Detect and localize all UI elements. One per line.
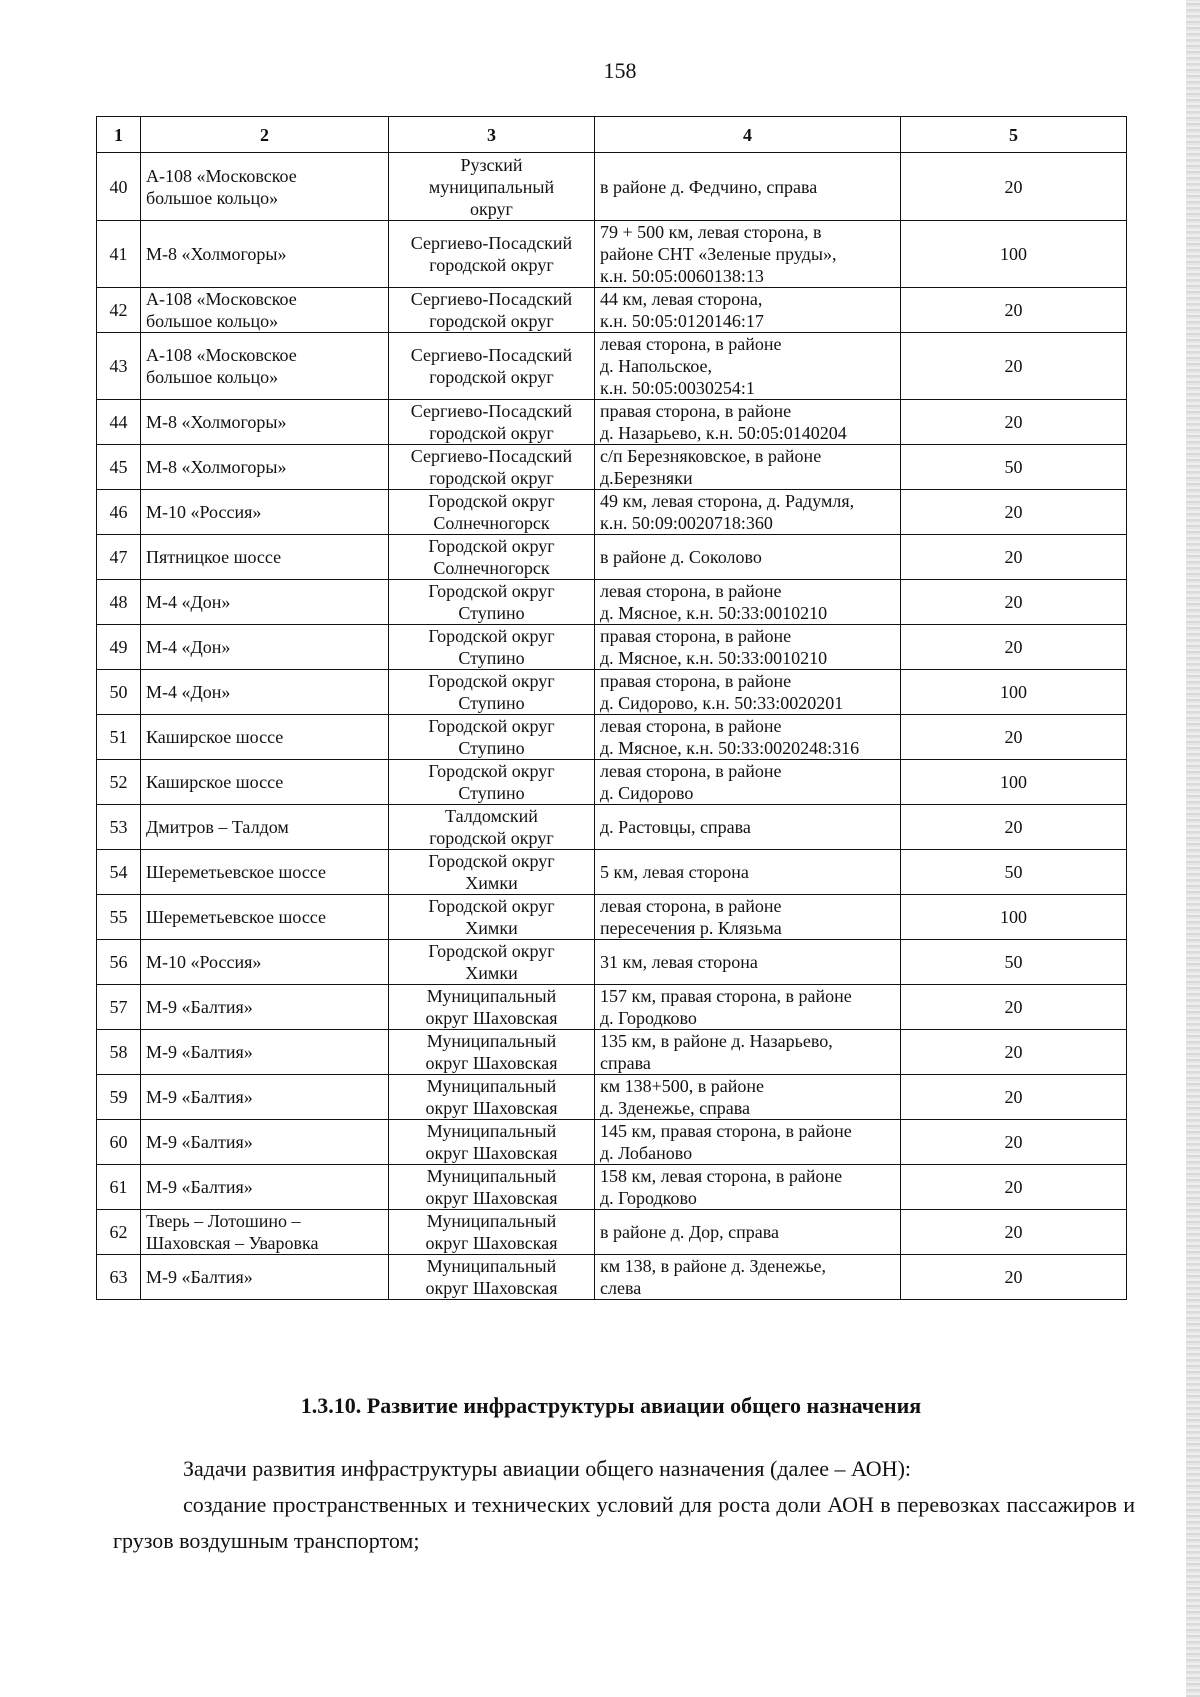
column-header: 2 (141, 117, 389, 153)
road-name-cell (141, 333, 389, 400)
paragraph: создание пространственных и технических условий для роста доли АОН в перевозках пассажиров и грузов воздушным транспортом; (113, 1492, 1135, 1553)
row-number-cell (97, 1165, 141, 1210)
district-name-cell (389, 805, 595, 850)
value-cell: 100 (1000, 682, 1027, 702)
district-name: Сергиево-Посадский городской округ (410, 446, 573, 488)
district-name-cell (389, 400, 595, 445)
row-number-cell (97, 760, 141, 805)
row-number: 56 (109, 952, 128, 972)
road-name-cell (141, 400, 389, 445)
value-cell-cell (901, 670, 1127, 715)
value-cell-cell (901, 1120, 1127, 1165)
row-number: 57 (109, 997, 128, 1017)
table-row (97, 985, 1127, 1030)
location-description-cell (595, 1075, 901, 1120)
location-description: км 138, в районе д. Зденежье, слева (600, 1256, 827, 1298)
table-row (97, 1255, 1127, 1300)
row-number: 60 (109, 1132, 128, 1152)
row-number: 41 (109, 244, 128, 264)
road-name-cell (141, 715, 389, 760)
district-name-cell (389, 670, 595, 715)
table-row (97, 445, 1127, 490)
location-description: левая сторона, в районе д. Мясное, к.н. 50:33:0020248:316 (600, 716, 860, 758)
table-row (97, 400, 1127, 445)
district-name-cell (389, 445, 595, 490)
district-name: Муниципальный округ Шаховская (425, 1211, 558, 1253)
district-name: Городской округ Солнечногорск (428, 536, 555, 578)
table-row (97, 670, 1127, 715)
location-description-cell (595, 288, 901, 333)
value-cell-cell (901, 490, 1127, 535)
value-cell-cell (901, 715, 1127, 760)
table-row (97, 535, 1127, 580)
district-name: Сергиево-Посадский городской округ (410, 233, 573, 275)
road-name-cell (141, 445, 389, 490)
value-cell-cell (901, 400, 1127, 445)
row-number: 43 (109, 356, 128, 376)
value-cell: 20 (1004, 1132, 1023, 1152)
value-cell-cell (901, 1075, 1127, 1120)
district-name-cell (389, 1120, 595, 1165)
row-number-cell (97, 1120, 141, 1165)
section-heading: 1.3.10. Развитие инфраструктуры авиации общего назначения (300, 1393, 922, 1418)
location-description: с/п Березняковское, в районе д.Березняки (600, 446, 822, 488)
road-name: Тверь – Лотошино – Шаховская – Уваровка (146, 1211, 319, 1253)
district-name: Муниципальный округ Шаховская (425, 1121, 558, 1163)
district-name: Городской округ Солнечногорск (428, 491, 555, 533)
value-cell: 20 (1004, 1042, 1023, 1062)
location-description-cell (595, 985, 901, 1030)
road-name: М-8 «Холмогоры» (146, 457, 287, 477)
location-description: 79 + 500 км, левая сторона, в районе СНТ «Зеленые пруды», к.н. 50:05:0060138:13 (600, 222, 837, 286)
row-number: 62 (109, 1222, 128, 1242)
value-cell-cell (901, 940, 1127, 985)
road-name: М-9 «Балтия» (146, 997, 253, 1017)
table-row (97, 490, 1127, 535)
district-name-cell (389, 985, 595, 1030)
location-description-cell (595, 400, 901, 445)
district-name-cell (389, 288, 595, 333)
district-name-cell (389, 1030, 595, 1075)
road-name-cell (141, 670, 389, 715)
table-body (97, 153, 1127, 1300)
row-number-cell (97, 1255, 141, 1300)
road-name: Каширское шоссе (146, 772, 284, 792)
district-name: Муниципальный округ Шаховская (425, 1166, 558, 1208)
location-description-cell (595, 760, 901, 805)
district-name-cell (389, 490, 595, 535)
road-name: Шереметьевское шоссе (146, 862, 326, 882)
row-number: 44 (109, 412, 128, 432)
column-header: 5 (901, 117, 1127, 153)
table-header-row (97, 117, 1127, 153)
district-name: Муниципальный округ Шаховская (425, 986, 558, 1028)
road-name-cell (141, 760, 389, 805)
table-row (97, 850, 1127, 895)
district-name-cell (389, 1210, 595, 1255)
location-description: в районе д. Федчино, справа (600, 176, 818, 197)
row-number: 59 (109, 1087, 128, 1107)
table-row (97, 153, 1127, 221)
location-description: левая сторона, в районе д. Напольское, к.н. 50:05:0030254:1 (600, 334, 782, 398)
value-cell: 20 (1004, 997, 1023, 1017)
district-name: Сергиево-Посадский городской округ (410, 289, 573, 331)
row-number-cell (97, 940, 141, 985)
value-cell: 20 (1004, 412, 1023, 432)
value-cell-cell (901, 625, 1127, 670)
row-number-cell (97, 1210, 141, 1255)
value-cell-cell (901, 760, 1127, 805)
location-description: левая сторона, в районе д. Сидорово (600, 761, 782, 803)
location-description-cell (595, 1120, 901, 1165)
value-cell: 100 (1000, 772, 1027, 792)
road-name-cell (141, 490, 389, 535)
district-name: Городской округ Химки (428, 851, 555, 893)
table-row (97, 288, 1127, 333)
location-description: 135 км, в районе д. Назарьево, справа (600, 1031, 833, 1073)
data-table (96, 116, 1127, 1300)
row-number-cell (97, 850, 141, 895)
location-description: 44 км, левая сторона, к.н. 50:05:0120146:17 (600, 289, 764, 331)
location-description-cell (595, 153, 901, 221)
district-name-cell (389, 850, 595, 895)
table-row (97, 760, 1127, 805)
value-cell: 50 (1004, 457, 1023, 477)
paragraph: Задачи развития инфраструктуры авиации общего назначения (далее – АОН): (183, 1456, 912, 1481)
value-cell-cell (901, 333, 1127, 400)
value-cell-cell (901, 221, 1127, 288)
row-number-cell (97, 715, 141, 760)
row-number: 46 (109, 502, 128, 522)
column-header: 3 (389, 117, 595, 153)
road-name-cell (141, 895, 389, 940)
district-name-cell (389, 580, 595, 625)
row-number: 54 (109, 862, 128, 882)
row-number-cell (97, 288, 141, 333)
value-cell: 20 (1004, 637, 1023, 657)
road-name: М-8 «Холмогоры» (146, 244, 287, 264)
row-number-cell (97, 535, 141, 580)
road-name-cell (141, 1255, 389, 1300)
district-name-cell (389, 535, 595, 580)
road-name: М-4 «Дон» (146, 682, 231, 702)
row-number: 58 (109, 1042, 128, 1062)
row-number-cell (97, 445, 141, 490)
value-cell: 20 (1004, 1222, 1023, 1242)
value-cell-cell (901, 985, 1127, 1030)
road-name: Дмитров – Талдом (146, 817, 289, 837)
district-name-cell (389, 333, 595, 400)
page-number: 158 (603, 58, 637, 83)
location-description-cell (595, 1165, 901, 1210)
location-description: км 138+500, в районе д. Зденежье, справа (600, 1076, 765, 1118)
table-row (97, 1120, 1127, 1165)
row-number-cell (97, 490, 141, 535)
location-description-cell (595, 1030, 901, 1075)
table-row (97, 715, 1127, 760)
location-description: левая сторона, в районе пересечения р. Клязьма (600, 896, 782, 938)
value-cell: 20 (1004, 176, 1023, 197)
road-name-cell (141, 1030, 389, 1075)
road-name: А-108 «Московское большое кольцо» (146, 165, 297, 208)
road-name-cell (141, 288, 389, 333)
road-name: М-9 «Балтия» (146, 1132, 253, 1152)
row-number: 55 (109, 907, 128, 927)
road-name: М-8 «Холмогоры» (146, 412, 287, 432)
district-name: Рузский муниципальный округ (428, 154, 555, 219)
district-name: Сергиево-Посадский городской округ (410, 401, 573, 443)
district-name: Городской округ Химки (428, 941, 555, 983)
row-number-cell (97, 805, 141, 850)
road-name: М-4 «Дон» (146, 637, 231, 657)
value-cell-cell (901, 288, 1127, 333)
road-name-cell (141, 850, 389, 895)
district-name-cell (389, 715, 595, 760)
value-cell: 100 (1000, 907, 1027, 927)
road-name-cell (141, 1075, 389, 1120)
location-description-cell (595, 580, 901, 625)
location-description-cell (595, 221, 901, 288)
table-row (97, 1165, 1127, 1210)
value-cell-cell (901, 1210, 1127, 1255)
location-description-cell (595, 333, 901, 400)
row-number: 61 (109, 1177, 128, 1197)
location-description: в районе д. Соколово (600, 547, 762, 567)
location-description: правая сторона, в районе д. Сидорово, к.н. 50:33:0020201 (600, 671, 844, 713)
row-number: 48 (109, 592, 128, 612)
district-name: Городской округ Ступино (428, 716, 555, 758)
location-description: левая сторона, в районе д. Мясное, к.н. 50:33:0010210 (600, 581, 828, 623)
road-name-cell (141, 535, 389, 580)
district-name-cell (389, 940, 595, 985)
row-number-cell (97, 221, 141, 288)
value-cell: 20 (1004, 300, 1023, 320)
value-cell-cell (901, 1165, 1127, 1210)
column-header: 1 (97, 117, 141, 153)
district-name: Муниципальный округ Шаховская (425, 1076, 558, 1118)
district-name-cell (389, 625, 595, 670)
row-number: 47 (109, 547, 128, 567)
road-name: М-9 «Балтия» (146, 1267, 253, 1287)
value-cell-cell (901, 850, 1127, 895)
road-name-cell (141, 221, 389, 288)
road-name: А-108 «Московское большое кольцо» (146, 289, 297, 331)
district-name-cell (389, 1075, 595, 1120)
road-name-cell (141, 625, 389, 670)
location-description-cell (595, 805, 901, 850)
district-name-cell (389, 153, 595, 221)
table-row (97, 805, 1127, 850)
row-number: 42 (109, 300, 128, 320)
location-description-cell (595, 715, 901, 760)
value-cell: 20 (1004, 1087, 1023, 1107)
location-description-cell (595, 850, 901, 895)
row-number-cell (97, 580, 141, 625)
road-name: Каширское шоссе (146, 727, 284, 747)
value-cell-cell (901, 445, 1127, 490)
value-cell-cell (901, 805, 1127, 850)
location-description: д. Растовцы, справа (600, 817, 751, 837)
location-description-cell (595, 490, 901, 535)
location-description: 31 км, левая сторона (600, 952, 758, 972)
location-description-cell (595, 670, 901, 715)
location-description-cell (595, 1255, 901, 1300)
district-name: Городской округ Ступино (428, 581, 555, 623)
row-number-cell (97, 625, 141, 670)
row-number: 49 (109, 637, 128, 657)
road-name: М-9 «Балтия» (146, 1042, 253, 1062)
row-number: 40 (109, 176, 128, 197)
value-cell: 50 (1004, 952, 1023, 972)
row-number-cell (97, 333, 141, 400)
road-name-cell (141, 985, 389, 1030)
value-cell: 20 (1004, 502, 1023, 522)
value-cell: 20 (1004, 727, 1023, 747)
table-row (97, 1210, 1127, 1255)
location-description-cell (595, 535, 901, 580)
row-number-cell (97, 153, 141, 221)
district-name: Муниципальный округ Шаховская (425, 1031, 558, 1073)
table-row (97, 580, 1127, 625)
district-name-cell (389, 760, 595, 805)
location-description: правая сторона, в районе д. Мясное, к.н. 50:33:0010210 (600, 626, 828, 668)
district-name: Сергиево-Посадский городской округ (410, 345, 573, 387)
value-cell-cell (901, 1255, 1127, 1300)
location-description: 157 км, правая сторона, в районе д. Городково (600, 986, 852, 1028)
road-name: М-10 «Россия» (146, 952, 262, 972)
road-name-cell (141, 805, 389, 850)
district-name-cell (389, 1165, 595, 1210)
value-cell-cell (901, 153, 1127, 221)
location-description-cell (595, 625, 901, 670)
district-name: Талдомский городской округ (429, 806, 554, 848)
district-name: Городской округ Ступино (428, 761, 555, 803)
row-number-cell (97, 895, 141, 940)
value-cell-cell (901, 1030, 1127, 1075)
road-name-cell (141, 580, 389, 625)
road-name: М-9 «Балтия» (146, 1177, 253, 1197)
value-cell: 100 (1000, 244, 1027, 264)
location-description: правая сторона, в районе д. Назарьево, к.н. 50:05:0140204 (600, 401, 847, 443)
location-description: 158 км, левая сторона, в районе д. Городково (600, 1166, 843, 1208)
row-number: 51 (109, 727, 128, 747)
row-number: 53 (109, 817, 128, 837)
district-name-cell (389, 221, 595, 288)
row-number: 52 (109, 772, 128, 792)
value-cell-cell (901, 895, 1127, 940)
value-cell: 20 (1004, 817, 1023, 837)
row-number-cell (97, 1075, 141, 1120)
road-name-cell (141, 1120, 389, 1165)
district-name: Городской округ Химки (428, 896, 555, 938)
location-description-cell (595, 895, 901, 940)
row-number: 63 (109, 1267, 128, 1287)
value-cell: 20 (1004, 547, 1023, 567)
road-name: Пятницкое шоссе (146, 547, 282, 567)
row-number-cell (97, 400, 141, 445)
district-name: Муниципальный округ Шаховская (425, 1256, 558, 1298)
road-name-cell (141, 940, 389, 985)
location-description: 49 км, левая сторона, д. Радумля, к.н. 50:09:0020718:360 (600, 491, 855, 533)
district-name-cell (389, 1255, 595, 1300)
road-name-cell (141, 1210, 389, 1255)
road-name-cell (141, 1165, 389, 1210)
value-cell-cell (901, 535, 1127, 580)
row-number-cell (97, 670, 141, 715)
value-cell: 20 (1004, 592, 1023, 612)
location-description: 145 км, правая сторона, в районе д. Лобаново (600, 1121, 852, 1163)
road-name: М-10 «Россия» (146, 502, 262, 522)
road-name: Шереметьевское шоссе (146, 907, 326, 927)
district-name: Городской округ Ступино (428, 626, 555, 668)
road-name-cell (141, 153, 389, 221)
value-cell: 20 (1004, 356, 1023, 376)
row-number: 50 (109, 682, 128, 702)
table-row (97, 221, 1127, 288)
location-description: 5 км, левая сторона (600, 862, 749, 882)
value-cell: 20 (1004, 1177, 1023, 1197)
road-name: А-108 «Московское большое кольцо» (146, 345, 297, 387)
row-number: 45 (109, 457, 128, 477)
location-description-cell (595, 1210, 901, 1255)
location-description-cell (595, 940, 901, 985)
table-row (97, 940, 1127, 985)
district-name: Городской округ Ступино (428, 671, 555, 713)
column-header: 4 (595, 117, 901, 153)
value-cell: 50 (1004, 862, 1023, 882)
road-name: М-4 «Дон» (146, 592, 231, 612)
table-row (97, 625, 1127, 670)
table-row (97, 1075, 1127, 1120)
district-name-cell (389, 895, 595, 940)
road-name: М-9 «Балтия» (146, 1087, 253, 1107)
location-description: в районе д. Дор, справа (600, 1222, 780, 1242)
value-cell: 20 (1004, 1267, 1023, 1287)
location-description-cell (595, 445, 901, 490)
scan-edge (1186, 0, 1200, 1697)
table-row (97, 895, 1127, 940)
table-row (97, 333, 1127, 400)
table-row (97, 1030, 1127, 1075)
row-number-cell (97, 985, 141, 1030)
row-number-cell (97, 1030, 141, 1075)
value-cell-cell (901, 580, 1127, 625)
